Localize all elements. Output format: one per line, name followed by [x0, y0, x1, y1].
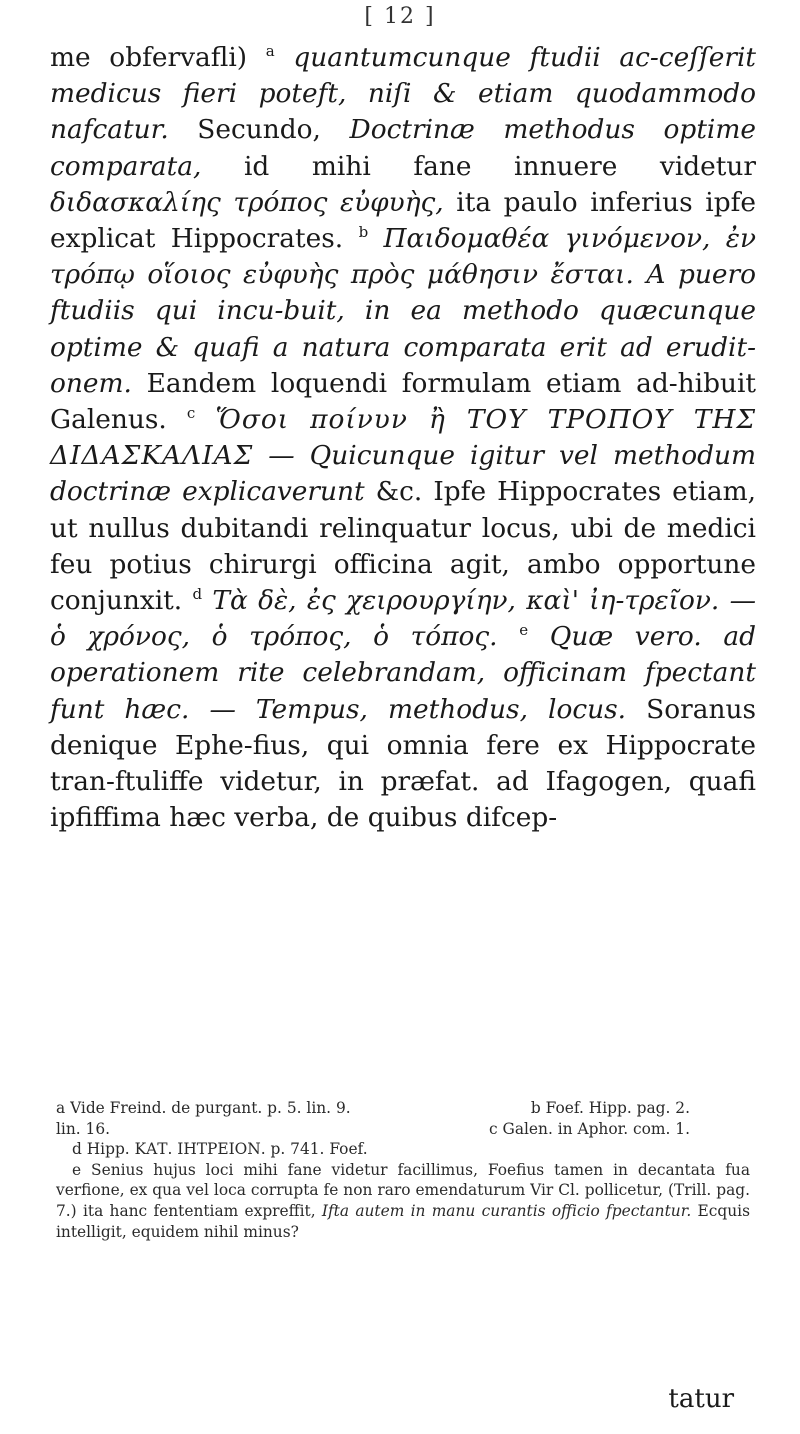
- footnote-c: c Galen. in Aphor. com. 1.: [489, 1119, 690, 1138]
- footnote-b: b Foef. Hipp. pag. 2.: [530, 1099, 690, 1117]
- footnote-e-tail: Ecquis intelligit, equidem nihil minus?: [56, 1201, 750, 1241]
- greek-quote-officina: Τὰ δὲ, ἐς χειρουργίην, καὶ' ἰη-τρεῖον. — ὁ χρόνος, ὁ τρόπος, ὁ τόπος.: [50, 585, 757, 653]
- greek-phrase: διδασκαλίης τρόπος εὐφυὴς,: [50, 186, 444, 218]
- footnote-e-italic: Ifta autem in manu curantis officio fpectantur.: [321, 1201, 692, 1220]
- catchword: tatur: [668, 1384, 734, 1414]
- hippocrates-quote-latin: quantumcunque ftudii ac-ceſſerit medicus fieri poteft, niſi & etiam quodammodo nafcatur.: [50, 42, 757, 146]
- footnote-row: [56, 1119, 750, 1140]
- footnote-e: [56, 1160, 750, 1242]
- text-segment: ita paulo inferius ipfe explicat Hippocrates.: [50, 186, 756, 255]
- text-segment: &c. Ipfe Hippocrates etiam, ut nullus dubitandi relinquatur locus, ubi de medici feu potius chirurgi officina agit, ambo opportune conjunxit.: [50, 476, 756, 617]
- footnote-e-text: e Senius hujus loci mihi fane videtur facillimus, Foefius tamen in decantata fua verfione, ex qua vel loca corrupta fe non raro emendaturum Vir Cl. pollicetur, (Trill. pag. 7.) ita hanc fententiam expreffit,: [56, 1160, 750, 1220]
- greek-quote-hippocrates: Παιδομαθέα γινόμενον, ἐν τρόπῳ οἵοιος εὐφυὴς πρὸς μάθησιν ἔσται.: [50, 223, 757, 291]
- footnote-ref-e: e: [519, 621, 529, 640]
- doctrine-method-phrase: Doctrinæ methodus optime comparata,: [50, 114, 757, 182]
- footnote-ref-c: c: [186, 404, 196, 423]
- text-segment: Soranus denique Ephe-fius, qui omnia fere ex Hippocrate tran-ftuliffe videtur, in præfat. ad Ifagogen, quafi ipfiffima hæc verba, de quibus difcep-: [50, 693, 757, 834]
- page-number: [ 12 ]: [364, 4, 436, 29]
- main-text: [50, 40, 756, 836]
- footnotes: [56, 1098, 750, 1242]
- footnote-b-continued: lin. 16.: [56, 1119, 111, 1138]
- text-segment: id mihi fane innuere videtur: [243, 150, 756, 182]
- latin-translation-officina: Quæ vero. ad operationem rite celebrandam, officinam fpectant funt hæc. — Tempus, methodus, locus.: [50, 621, 756, 725]
- main-paragraph: [50, 40, 756, 836]
- footnote-a: a Vide Freind. de purgant. p. 5. lin. 9.: [56, 1099, 351, 1117]
- footnote-row: [56, 1098, 750, 1119]
- text-segment: me obfervafli): [50, 42, 248, 73]
- latin-translation-galen: — Quicunque igitur vel methodum doctrinæ explicaverunt: [50, 440, 757, 508]
- latin-translation: A puero ftudiis qui incu-buit, in ea methodo quæcunque optime & quafi a natura comparata erit ad erudit-onem.: [50, 259, 756, 399]
- footnote-ref-d: d: [192, 585, 203, 604]
- text-segment: Eandem loquendi formulam etiam ad-hibuit Galenus.: [50, 367, 757, 436]
- greek-quote-galen: Ὅσοι ποίνυν ἢ ΤΟΥ ΤΡΟΠΟΥ ΤΗΣ ΔΙΔΑΣΚΑΛΙΑΣ: [50, 404, 757, 472]
- text-segment: Secundo,: [197, 114, 321, 146]
- footnote-d: d Hipp. ΚΑΤ. ΙΗΤΡΕΙΟΝ. p. 741. Foef.: [72, 1140, 368, 1159]
- footnote-ref-a: a: [265, 42, 275, 61]
- footnote-ref-b: b: [358, 223, 369, 242]
